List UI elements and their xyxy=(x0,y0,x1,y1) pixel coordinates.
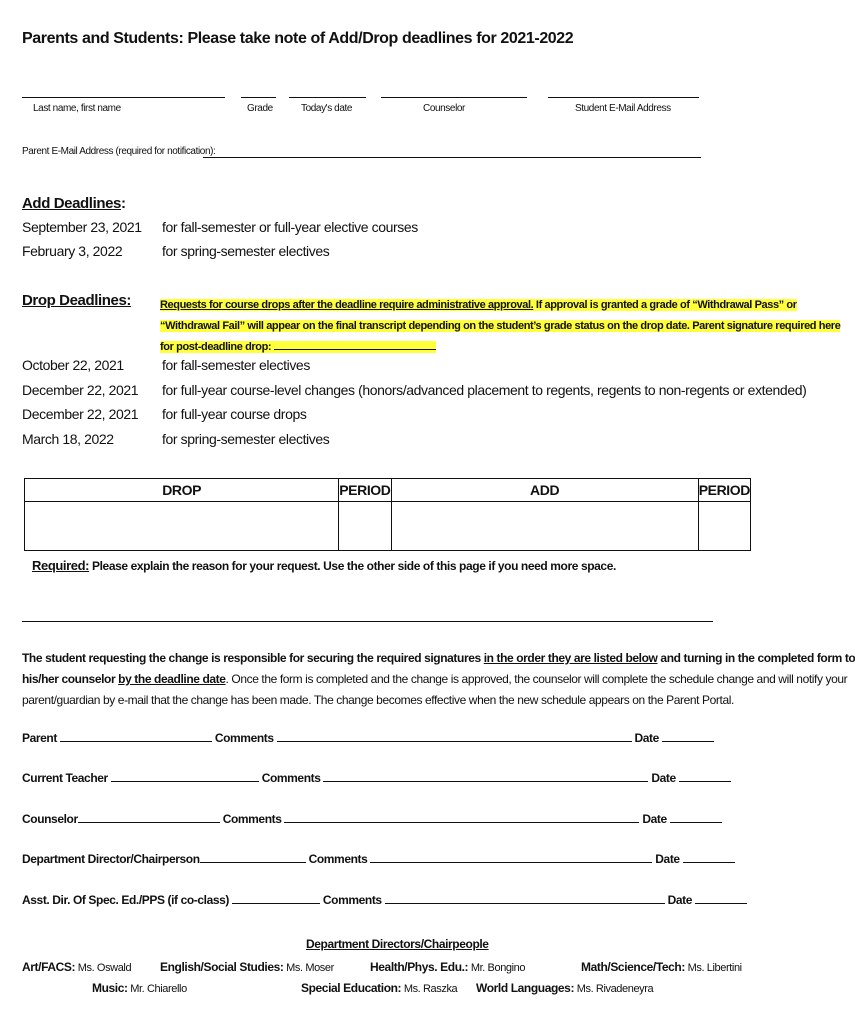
director-entry: Music: Mr. Chiarello xyxy=(92,981,187,995)
counselor-signature-line[interactable] xyxy=(78,810,220,823)
teacher-signature-line[interactable] xyxy=(111,769,259,782)
student-email-line[interactable] xyxy=(548,97,699,98)
todays-date-label: Today's date xyxy=(301,103,353,114)
add-deadline-date: September 23, 2021 xyxy=(22,219,142,235)
add-period-cell[interactable] xyxy=(698,502,750,551)
asst-director-comments-line[interactable] xyxy=(385,891,665,904)
todays-date-line[interactable] xyxy=(289,97,366,98)
director-entry: Health/Phys. Edu.: Mr. Bongino xyxy=(370,960,526,974)
drop-deadline-desc: for fall-semester electives xyxy=(162,357,310,373)
add-deadline-date: February 3, 2022 xyxy=(22,243,123,259)
asst-director-signature-line[interactable] xyxy=(232,891,320,904)
director-entry: Art/FACS: Ms. Oswald xyxy=(22,960,132,974)
drop-deadline-date: October 22, 2021 xyxy=(22,357,124,373)
drop-course-cell[interactable] xyxy=(25,502,339,551)
directors-heading: Department Directors/Chairpeople xyxy=(306,937,489,951)
drop-deadline-desc: for spring-semester electives xyxy=(162,431,330,447)
teacher-date-line[interactable] xyxy=(679,769,731,782)
asst-director-date-line[interactable] xyxy=(695,891,747,904)
counselor-line[interactable] xyxy=(381,97,527,98)
signature-row-counselor: Counselor Comments Date xyxy=(22,810,722,826)
signature-row-parent: Parent Comments Date xyxy=(22,729,714,745)
drop-deadline-date: March 18, 2022 xyxy=(22,431,114,447)
drop-deadline-desc: for full-year course drops xyxy=(162,406,307,422)
director-comments-line[interactable] xyxy=(370,850,652,863)
add-deadline-desc: for spring-semester electives xyxy=(162,243,330,259)
director-entry: World Languages: Ms. Rivadeneyra xyxy=(476,981,654,995)
post-deadline-signature-line[interactable] xyxy=(274,337,436,350)
parent-comments-line[interactable] xyxy=(277,729,632,742)
parent-date-line[interactable] xyxy=(662,729,714,742)
counselor-comments-line[interactable] xyxy=(284,810,639,823)
parent-email-line[interactable] xyxy=(203,157,701,158)
drop-deadlines-heading: Drop Deadlines: xyxy=(22,292,132,309)
drop-deadline-date: December 22, 2021 xyxy=(22,382,139,398)
add-deadlines-heading: Add Deadlines: xyxy=(22,195,126,212)
drop-deadline-date: December 22, 2021 xyxy=(22,406,139,422)
director-entry: Math/Science/Tech: Ms. Libertini xyxy=(581,960,742,974)
signature-row-department-director: Department Director/Chairperson Comments Date xyxy=(22,850,735,866)
director-entry: Special Education: Ms. Raszka xyxy=(301,981,458,995)
counselor-label: Counselor xyxy=(423,103,465,114)
add-period-header: PERIOD xyxy=(698,479,750,502)
responsibility-paragraph: The student requesting the change is responsible for securing the required signatures in the order they are listed below and turning in the completed form to his/her counselor by the deadline date. Once the form is completed and the change is approved, the counselor will complete the schedule change and will notify your parent/guardian by e-mail that the change has been made. The change becomes effective when the new schedule appears on the Parent Portal. xyxy=(22,651,855,707)
add-course-cell[interactable] xyxy=(391,502,698,551)
signature-row-asst-director: Asst. Dir. Of Spec. Ed./PPS (if co-class) Comments Date xyxy=(22,891,747,907)
drop-add-table xyxy=(24,478,751,551)
drop-notice: Requests for course drops after the deadline require administrative approval. If approval is granted a grade of “Withdrawal Pass” or “Withdrawal Fail” will appear on the final transcript depending on the student’s grade status on the drop date. Parent signature required here for post-deadline drop: xyxy=(160,299,841,353)
drop-period-header: PERIOD xyxy=(339,479,391,502)
page-title: Parents and Students: Please take note of Add/Drop deadlines for 2021-2022 xyxy=(22,30,574,47)
teacher-comments-line[interactable] xyxy=(323,769,648,782)
director-date-line[interactable] xyxy=(683,850,735,863)
student-email-label: Student E-Mail Address xyxy=(575,103,671,114)
signature-row-current-teacher: Current Teacher Comments Date xyxy=(22,769,731,785)
drop-header: DROP xyxy=(25,479,339,502)
last-name-label: Last name, first name xyxy=(33,103,121,114)
parent-signature-line[interactable] xyxy=(60,729,212,742)
director-entry: English/Social Studies: Ms. Moser xyxy=(160,960,334,974)
drop-deadline-desc: for full-year course-level changes (honors/advanced placement to regents, regents to non-regents or extended) xyxy=(162,382,807,398)
reason-line[interactable] xyxy=(22,621,713,622)
counselor-date-line[interactable] xyxy=(670,810,722,823)
grade-label: Grade xyxy=(247,103,273,114)
add-header: ADD xyxy=(391,479,698,502)
parent-email-label: Parent E-Mail Address (required for notification): xyxy=(22,146,216,157)
director-signature-line[interactable] xyxy=(200,850,306,863)
required-note: Required: Please explain the reason for your request. Use the other side of this page if you need more space. xyxy=(32,558,616,573)
last-name-line[interactable] xyxy=(22,97,225,98)
add-deadline-desc: for fall-semester or full-year elective courses xyxy=(162,219,418,235)
drop-period-cell[interactable] xyxy=(339,502,391,551)
grade-line[interactable] xyxy=(241,97,276,98)
